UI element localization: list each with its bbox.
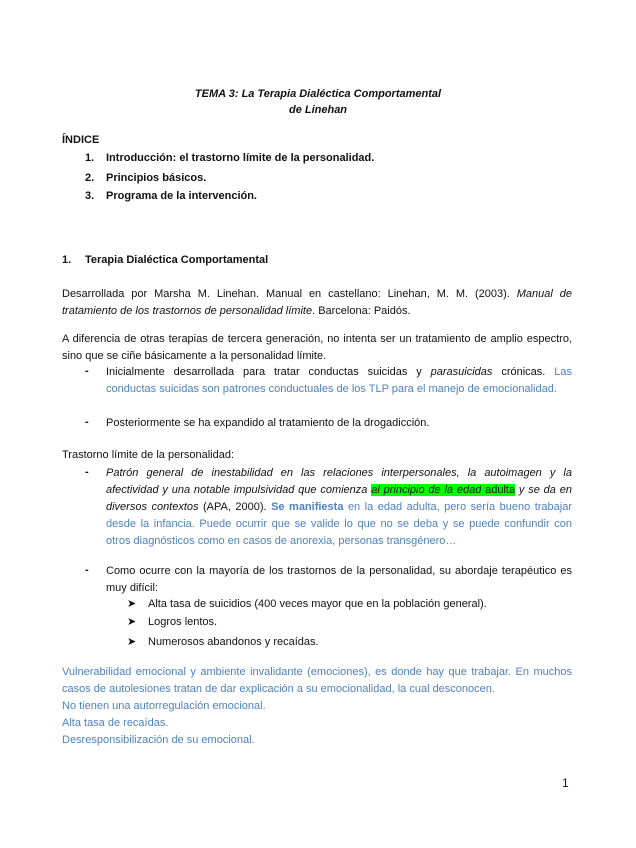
tlp-label: Trastorno límite de la personalidad: [62,449,235,461]
title-line-1: TEMA 3: La Terapia Dialéctica Comportamental [194,88,442,100]
bullet-dash: - [85,466,89,478]
note-relapse: Alta tasa de recaídas. [62,717,169,729]
arrow-bullet-icon: ➤ [127,598,137,610]
note-suicidal-behaviour: Las conductas suicidas son patrones conductuales de los TLP para el manejo de emocionalidad. [106,366,572,395]
index-heading: ÍNDICE [62,134,100,146]
bullet-initial: Inicialmente desarrollada para tratar conductas suicidas y parasuicidas crónicas. Las conductas suicidas son patrones conductuales de los TLP para el manejo de emocionalidad. [106,366,572,395]
index-item-2-num: 2. [85,172,95,184]
arrow-bullet-icon: ➤ [127,636,137,648]
highlighted-text: al principio de la edad [371,484,482,496]
tlp-therapy-difficulty: Como ocurre con la mayoría de los trastornos de la personalidad, su abordaje terapéutico es muy difícil: [106,565,572,594]
page-number: 1 [562,776,569,790]
bullet-dash: - [85,365,89,377]
note-responsibility: Desresponsibilización de su emocional. [62,734,255,746]
title-line-2: de Linehan [288,104,348,116]
subitem-suicide-rate: Alta tasa de suicidios (400 veces mayor que en la población general). [148,598,487,610]
section-1-heading: Terapia Dialéctica Comportamental [85,254,269,266]
note-self-regulation: No tienen una autorregulación emocional. [62,700,266,712]
paragraph-difference: A diferencia de otras terapias de tercera generación, no intenta ser un tratamiento de amplio espectro, sino que se ciñe básicamente a la personalidad límite. [62,333,572,362]
bullet-dash: - [85,416,89,428]
index-item-2: Principios básicos. [106,172,207,184]
bullet-dash: - [85,564,89,576]
arrow-bullet-icon: ➤ [127,616,137,628]
index-item-3-num: 3. [85,190,95,202]
paragraph-author: Desarrollada por Marsha M. Linehan. Manual en castellano: Linehan, M. M. (2003). Manual de tratamiento de los trastornos de personalidad límite. Barcelona: Paidós. [62,288,572,317]
index-item-1-num: 1. [85,152,95,164]
section-1-num: 1. [62,254,72,266]
note-vulnerability: Vulnerabilidad emocional y ambiente invalidante (emociones), es donde hay que trabajar. En muchos casos de autolesiones tratan de dar explicación a su emocionalidad, la cual desconocen. [62,666,572,695]
notes-block [62,664,572,749]
subitem-dropouts: Numerosos abandonos y recaídas. [148,636,319,648]
index-item-3: Programa de la intervención. [106,190,257,202]
index-item-1: Introducción: el trastorno límite de la personalidad. [106,152,375,164]
bullet-expansion: Posteriormente se ha expandido al tratamiento de la drogadicción. [106,417,430,429]
tlp-definition: Patrón general de inestabilidad en las relaciones interpersonales, la autoimagen y la afectividad y una notable impulsividad que comienza al principio de la edad adulta y se da en diversos contextos (APA, 2000). Se manifiesta en la edad adulta, pero sería bueno trabajar desde la infancia. Puede ocurrir que se valide lo que no se deba y se puede confundir con otros diagnósticos como en casos de anorexia, personas transgénero… [106,467,572,547]
document-title [0,86,636,118]
subitem-slow-progress: Logros lentos. [148,616,218,628]
